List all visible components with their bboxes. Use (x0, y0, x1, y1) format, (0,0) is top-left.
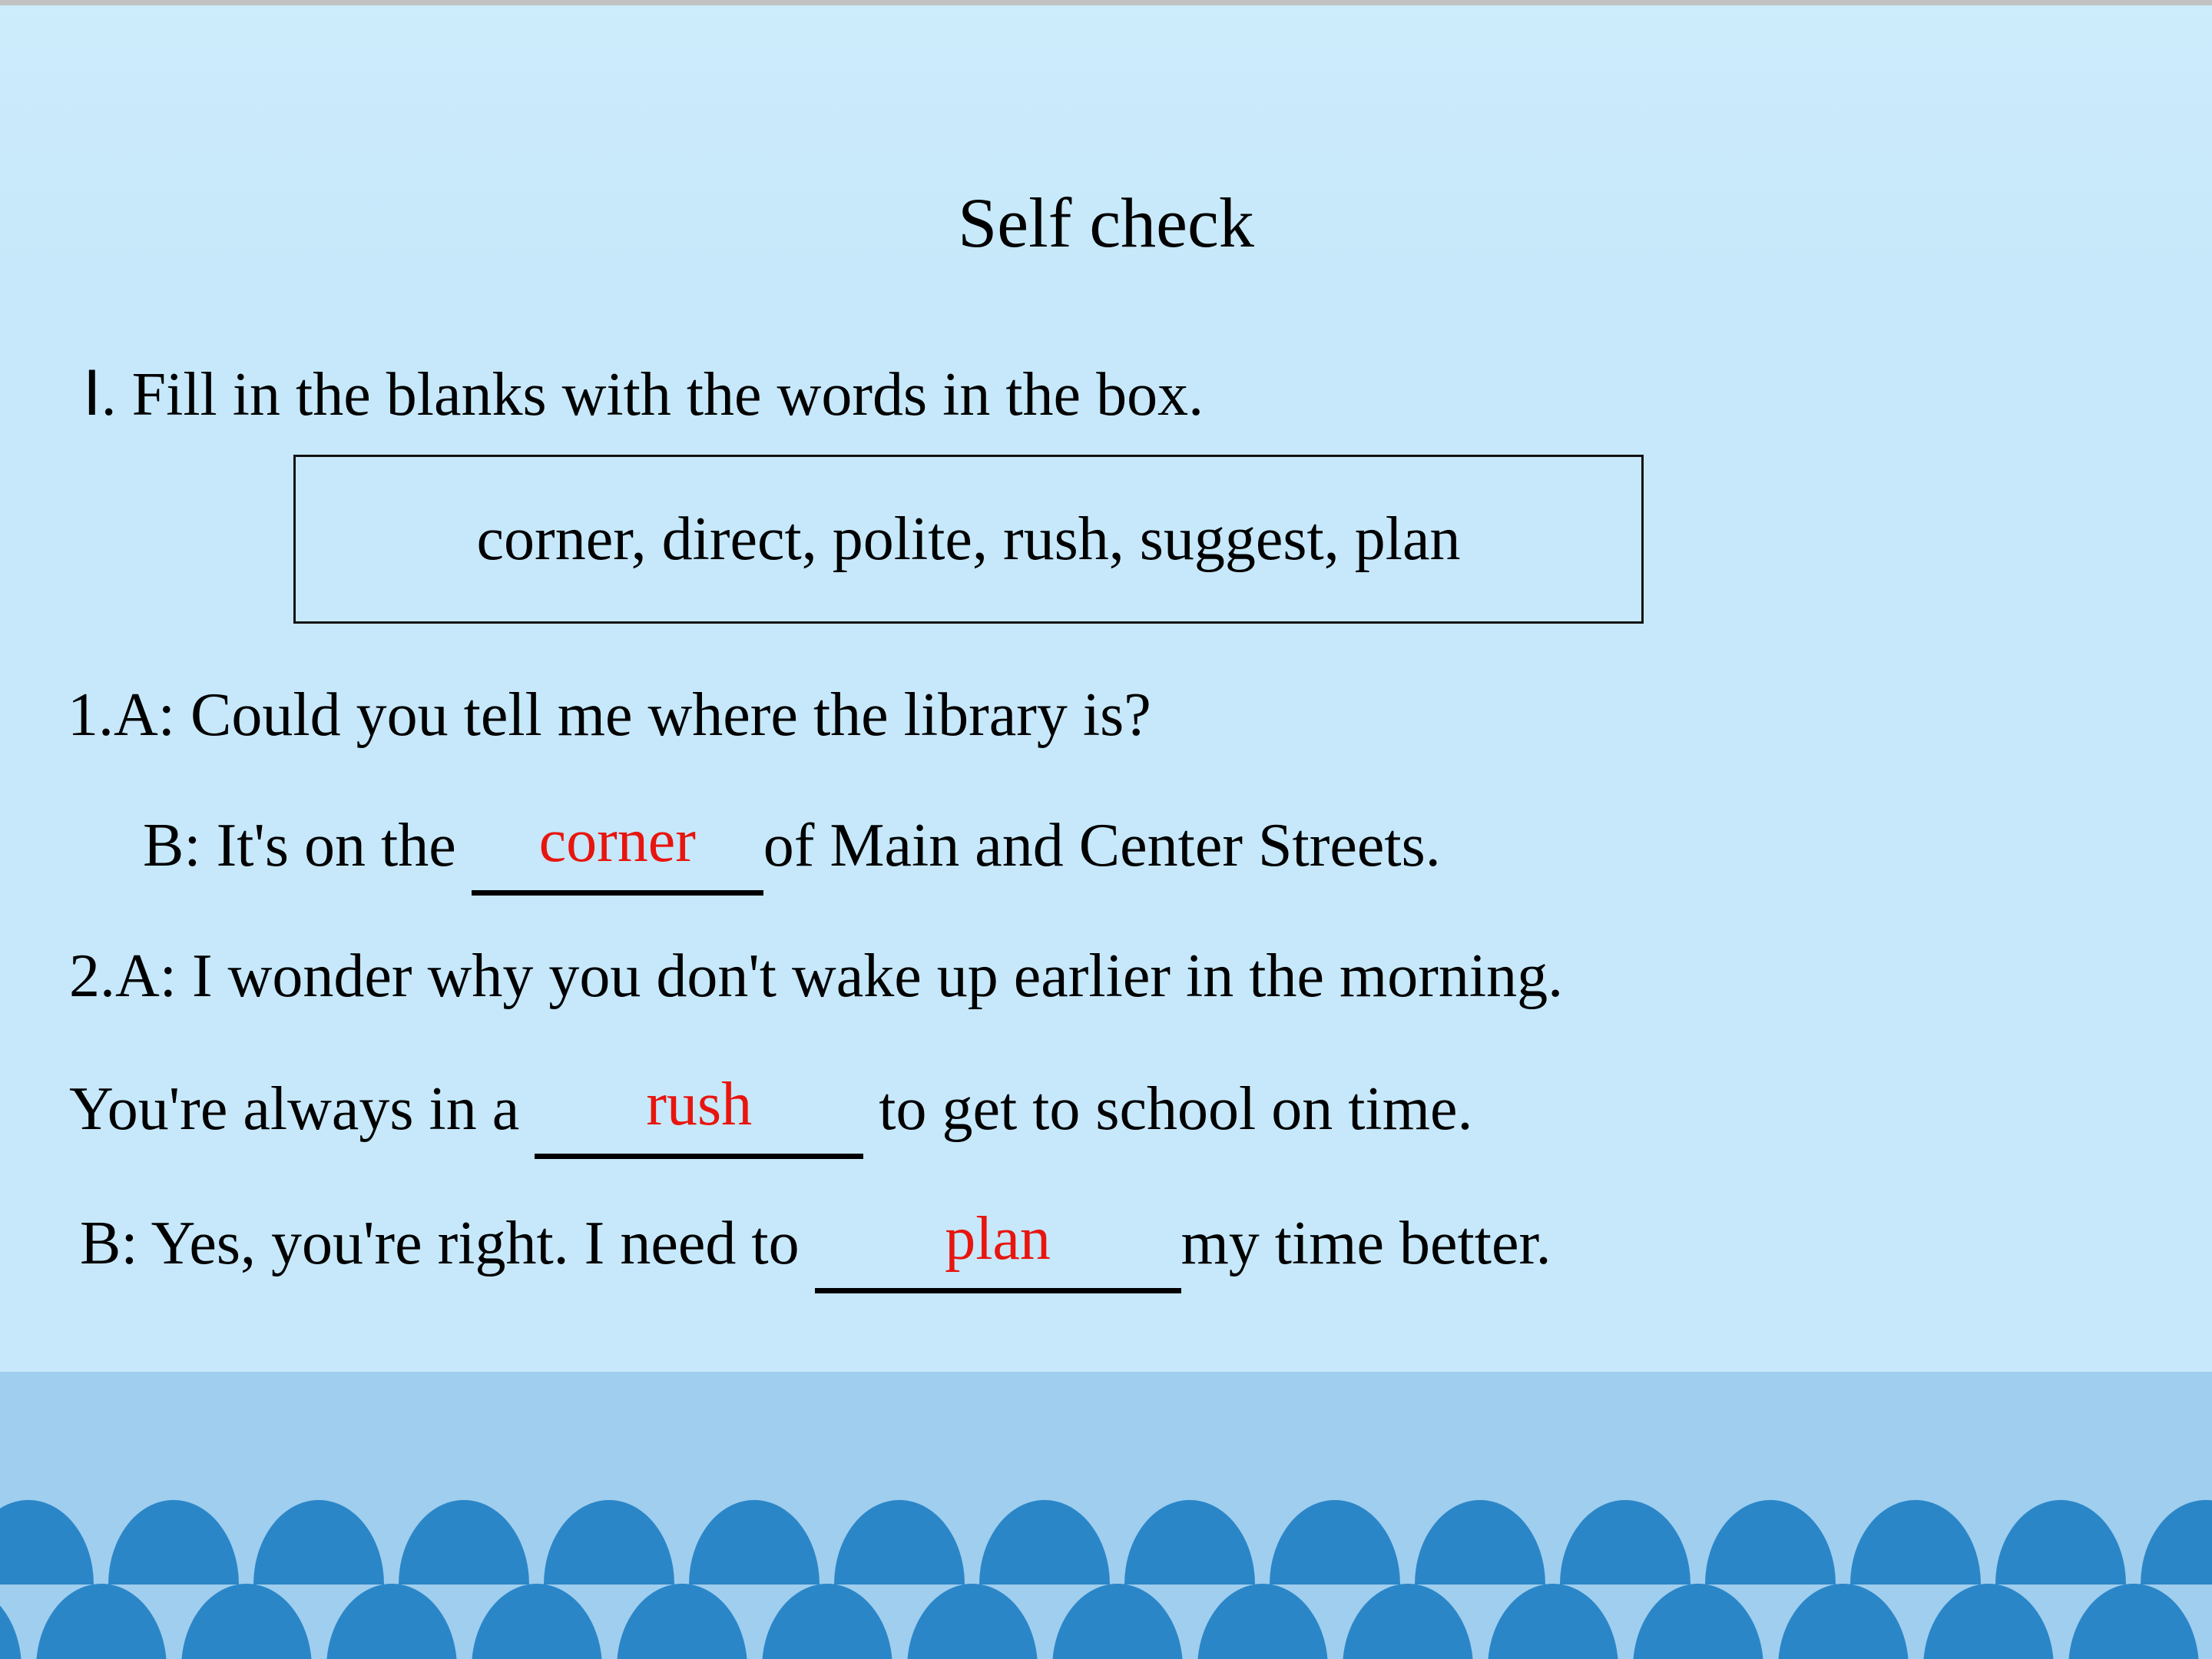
decor-band (0, 1372, 2212, 1659)
wave-dome (689, 1500, 820, 1584)
wave-dome (834, 1500, 965, 1584)
wave-dome (762, 1584, 892, 1659)
wave-dome (326, 1584, 457, 1659)
wave-dome (1124, 1500, 1255, 1584)
wave-dome (399, 1500, 529, 1584)
dialogue-line-a2 (80, 1205, 1551, 1293)
wave-dome (1778, 1584, 1909, 1659)
wave-dome (1923, 1584, 2054, 1659)
dialogue-line-a1 (143, 807, 1441, 896)
wave-dome (1343, 1584, 1473, 1659)
a1-pre-text: B: It's on the (143, 812, 472, 879)
answer-text-corner: corner (538, 807, 696, 875)
answer-text-plan: plan (945, 1205, 1051, 1273)
wave-dome (617, 1584, 747, 1659)
wave-dome (181, 1584, 312, 1659)
top-window-strip (0, 0, 2212, 5)
dialogue-line-q1: 1.A: Could you tell me where the library is? (68, 681, 1151, 749)
wave-dome (1633, 1584, 1763, 1659)
wave-dome (1560, 1500, 1690, 1584)
wave-dome (1850, 1500, 1981, 1584)
wave-dome (1488, 1584, 1618, 1659)
answer-blank-2 (535, 1071, 863, 1159)
dialogue-line-q2: 2.A: I wonder why you don't wake up earlier in the morning. (69, 942, 1564, 1010)
word-box-text: corner, direct, polite, rush, suggest, plan (476, 505, 1461, 573)
slide-title: Self check (958, 184, 1254, 262)
wave-dome (108, 1500, 239, 1584)
a1-post-text: of Main and Center Streets. (763, 812, 1441, 879)
wave-dome (0, 1584, 22, 1659)
wave-dome (2141, 1500, 2212, 1584)
wave-dome (1197, 1584, 1328, 1659)
wave-dome (1415, 1500, 1545, 1584)
wave-dome (2068, 1584, 2199, 1659)
wave-row-2 (0, 1584, 2212, 1659)
a2-pre-text: B: Yes, you're right. I need to (80, 1210, 815, 1277)
wave-dome (0, 1500, 94, 1584)
wave-dome (253, 1500, 384, 1584)
answer-blank-3 (815, 1205, 1181, 1293)
q2b-pre-text: You're always in a (69, 1075, 535, 1143)
instruction-text: Ⅰ. Fill in the blanks with the words in the box. (83, 361, 1204, 429)
q2b-post-text: to get to school on time. (863, 1075, 1473, 1143)
answer-blank-1 (472, 807, 763, 896)
wave-dome (472, 1584, 602, 1659)
answer-text-rush: rush (646, 1071, 753, 1138)
wave-dome (1052, 1584, 1183, 1659)
wave-dome (1995, 1500, 2126, 1584)
wave-row-1 (0, 1500, 2212, 1584)
wave-dome (979, 1500, 1110, 1584)
wave-dome (907, 1584, 1038, 1659)
wave-dome (36, 1584, 167, 1659)
a2-post-text: my time better. (1181, 1210, 1551, 1277)
wave-dome (544, 1500, 674, 1584)
word-box (293, 455, 1644, 624)
dialogue-line-q2b (69, 1071, 1473, 1159)
wave-dome (1270, 1500, 1400, 1584)
wave-dome (1705, 1500, 1836, 1584)
